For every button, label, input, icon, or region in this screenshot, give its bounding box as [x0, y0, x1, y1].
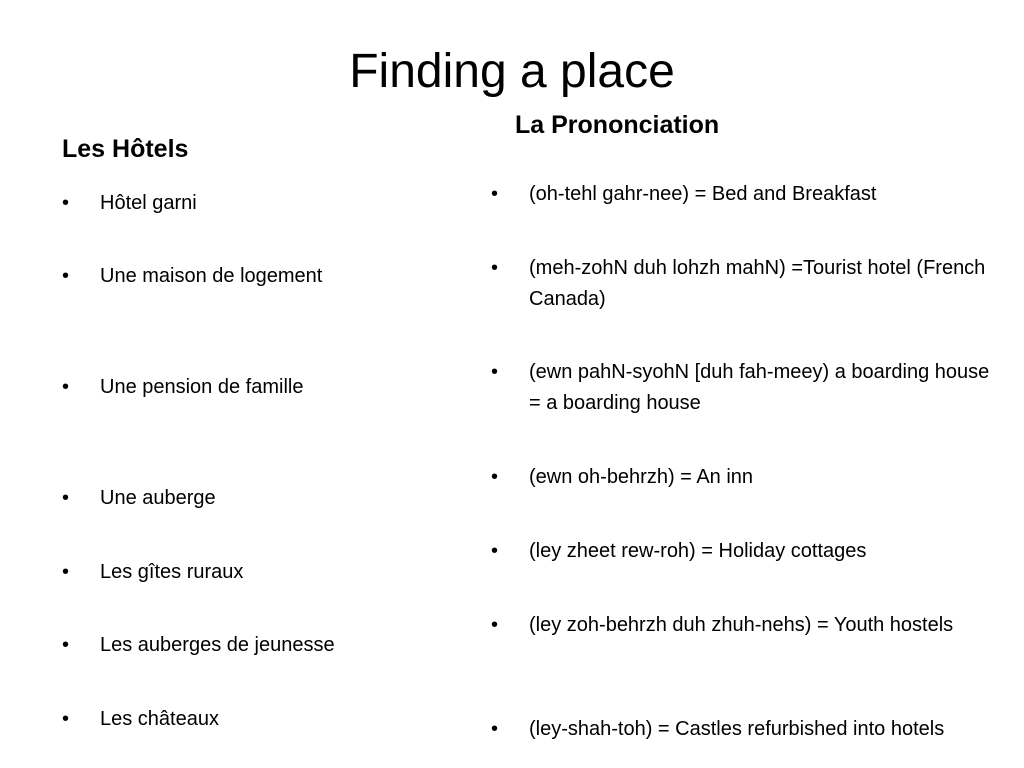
list-item: • (ley zheet rew-roh) = Holiday cottages: [491, 536, 996, 567]
slide-title: Finding a place: [349, 45, 675, 98]
list-item: • (ley zoh-behrzh duh zhuh-nehs) = Youth hostels: [491, 610, 996, 641]
list-item: • Les gîtes ruraux: [62, 557, 482, 588]
list-item: • Hôtel garni: [62, 188, 482, 219]
list-item: • Les auberges de jeunesse: [62, 630, 482, 661]
list-item: • (oh-tehl gahr-nee) = Bed and Breakfast: [491, 179, 996, 210]
list-item: • Une pension de famille: [62, 372, 482, 403]
left-column-heading: Les Hôtels: [62, 135, 189, 163]
list-item: • (meh-zohN duh lohzh mahN) =Tourist hotel (French Canada): [491, 253, 996, 315]
list-item: • (ewn oh-behrzh) = An inn: [491, 462, 996, 493]
list-item: • Les châteaux: [62, 704, 482, 735]
right-column-heading: La Prononciation: [515, 111, 720, 139]
hotel-types-list: [62, 0, 482, 768]
list-item: • (ewn pahN-syohN [duh fah-meey) a boarding house = a boarding house: [491, 357, 996, 419]
list-item: • Une auberge: [62, 483, 482, 514]
pronunciation-list: [491, 0, 1001, 768]
list-item: • Une maison de logement: [62, 261, 482, 292]
list-item: • (ley-shah-toh) = Castles refurbished into hotels: [491, 714, 996, 745]
